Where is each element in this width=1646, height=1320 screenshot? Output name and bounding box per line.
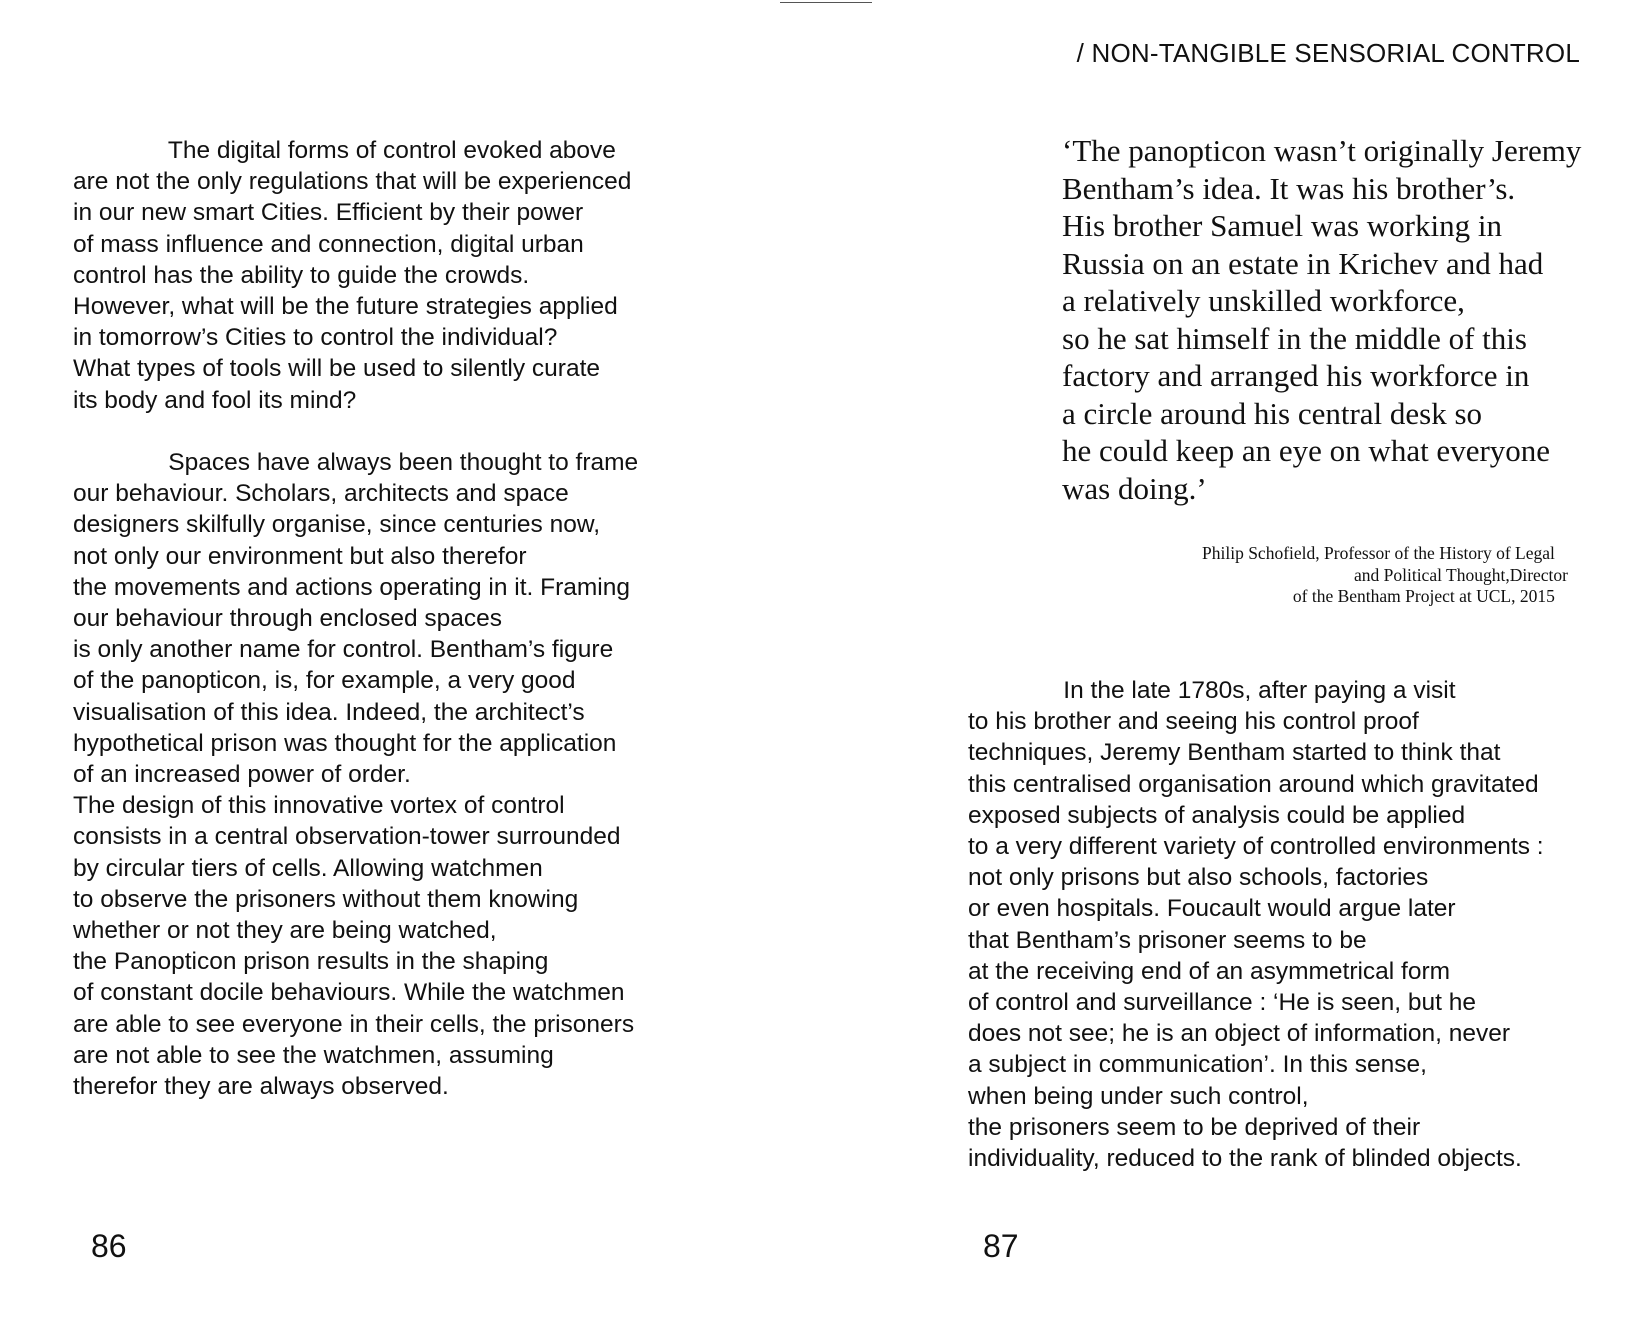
running-head: / NON-TANGIBLE SENSORIAL CONTROL [1076, 38, 1580, 68]
left-page-paragraph-2: Spaces have always been thought to frame our behaviour. Scholars, architects and space designers skilfully organise, since centuries now, not only our environment but also therefor the movements and actions operating in it. Framing our behaviour through enclosed spaces is only another name for control. Bentham’s figure of the panopticon, is, for example, a very good visualisation of this idea. Indeed, the architect’s hypothetical prison was thought for the application of an increased power of order. The design of this innovative vortex of control consists in a central observation-tower surrounded by circular tiers of cells. Allowing watchmen to observe the prisoners without them knowing whether or not they are being watched, the Panopticon prison results in the shaping of constant docile behaviours. While the watchmen are able to see everyone in their cells, the prisoners are not able to see the watchmen, assuming therefor they are always observed. [73, 449, 639, 1101]
right-page-paragraph-1: In the late 1780s, after paying a visit to his brother and seeing his control proof techniques, Jeremy Bentham started to think that this centralised organisation around which gravitated exposed subjects of analysis could be applied to a very different variety of controlled environments : not only prisons but also schools, factories or even hospitals. Foucault would argue later that Bentham’s prisoner seems to be at the receiving end of an asymmetrical form of control and surveillance : ‘He is seen, but he does not see; he is an object of information, never a subject in communication’. In this sense, when being under such control, the prisoners seem to be deprived of their individuality, reduced to the rank of blinded objects. [968, 677, 1544, 1173]
right-page-number: 87 [983, 1228, 1019, 1264]
left-page-number: 86 [91, 1228, 127, 1264]
left-page-paragraph-1: The digital forms of control evoked above are not the only regulations that will be experienced in our new smart Cities. Efficient by their power of mass influence and connection, digital urban control has the ability to guide the crowds. However, what will be the future strategies applied in tomorrow’s Cities to control the individual? What types of tools will be used to silently curate its body and fool its mind? [73, 137, 632, 414]
panopticon-quote: ‘The panopticon wasn’t originally Jeremy Bentham’s idea. It was his brother’s. His brother Samuel was working in Russia on an estate in Krichev and had a relatively unskilled workforce, so he sat himself in the middle of this factory and arranged his workforce in a circle around his central desk so he could keep an eye on what everyone was doing.’ [1062, 133, 1582, 506]
top-divider-line [780, 2, 872, 3]
quote-attribution: Philip Schofield, Professor of the History of Legal and Political Thought,Director of the Bentham Project at UCL, 2015 [1202, 543, 1568, 606]
